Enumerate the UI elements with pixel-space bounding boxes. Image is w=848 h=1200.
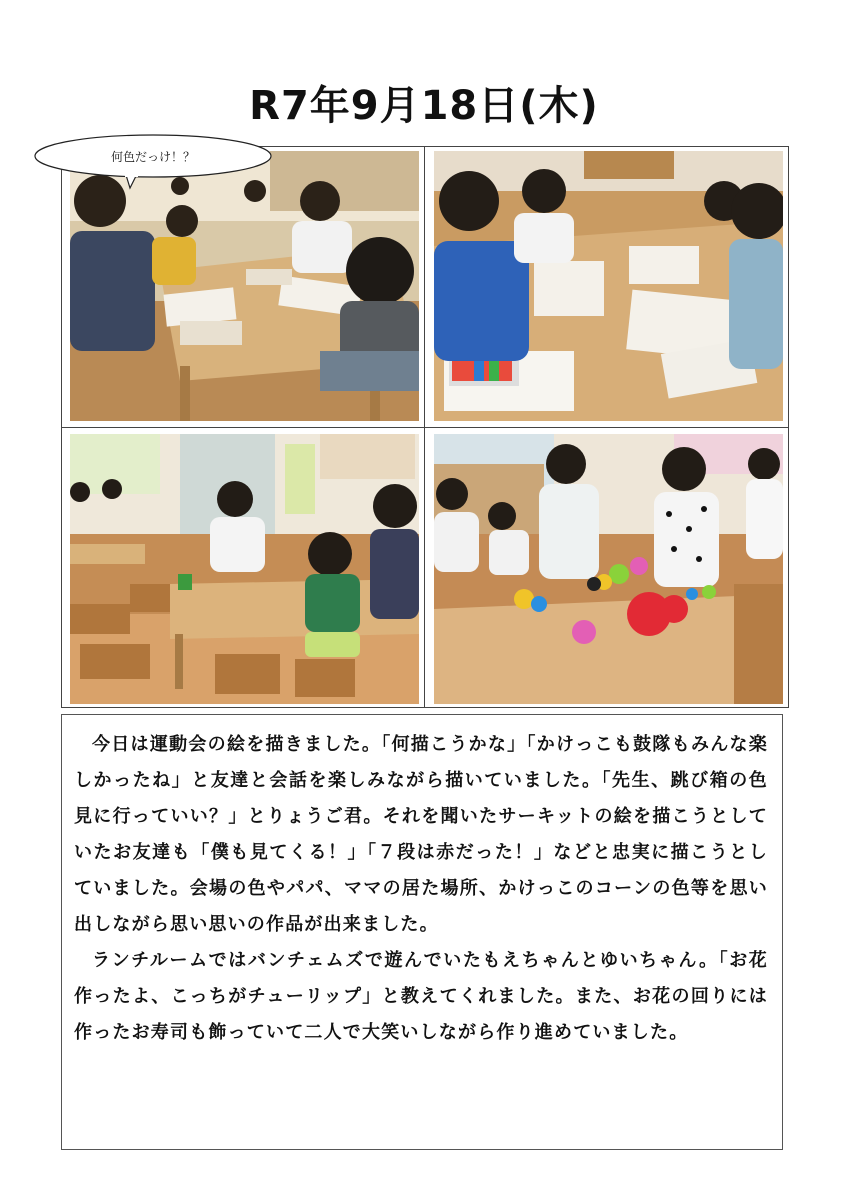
children-drawing-closeup-photo-icon — [434, 151, 783, 421]
photo-children-drawing — [70, 151, 419, 421]
photo-girls-flowers — [434, 434, 783, 704]
photo-drawing-closeup — [434, 151, 783, 421]
children-drawing-photo-icon — [70, 151, 419, 421]
page-title: R7年9月18日(木) — [249, 83, 599, 129]
report-paragraph-1: 今日は運動会の絵を描きました。「何描こうかな」「かけっこも鼓隊もみんな楽しかったね」と友達と会話を楽しみながら描いていました。「先生、跳び箱の色見に行っていい？」とりょうご君。それを聞いたサーキットの絵を描こうとしていたお友達も「僕も見てくる！」「７段は赤だった！」などと忠実に描こうとしていました。会場の色やパパ、ママの居た場所、かけっこのコーンの色等を思い出しながら思い思いの作品が出来ました。 — [74, 734, 768, 935]
grid-divider-horizontal — [62, 427, 788, 428]
girls-building-flowers-photo-icon — [434, 434, 783, 704]
lunchroom-blocks-photo-icon — [70, 434, 419, 704]
report-paragraph-2: ランチルームではバンチェムズで遊んでいたもえちゃんとゆいちゃん。「お花作ったよ、こっちがチューリップ」と教えてくれました。また、お花の回りには作ったお寿司も飾っていて二人で大笑いしながら作り進めていました。 — [74, 950, 768, 1043]
speech-bubble-text: 何色だっけ！？ — [110, 150, 195, 164]
photo-lunchroom-blocks — [70, 434, 419, 704]
speech-bubble — [34, 134, 272, 178]
photo-grid — [61, 146, 789, 708]
report-text-box — [61, 714, 783, 1150]
